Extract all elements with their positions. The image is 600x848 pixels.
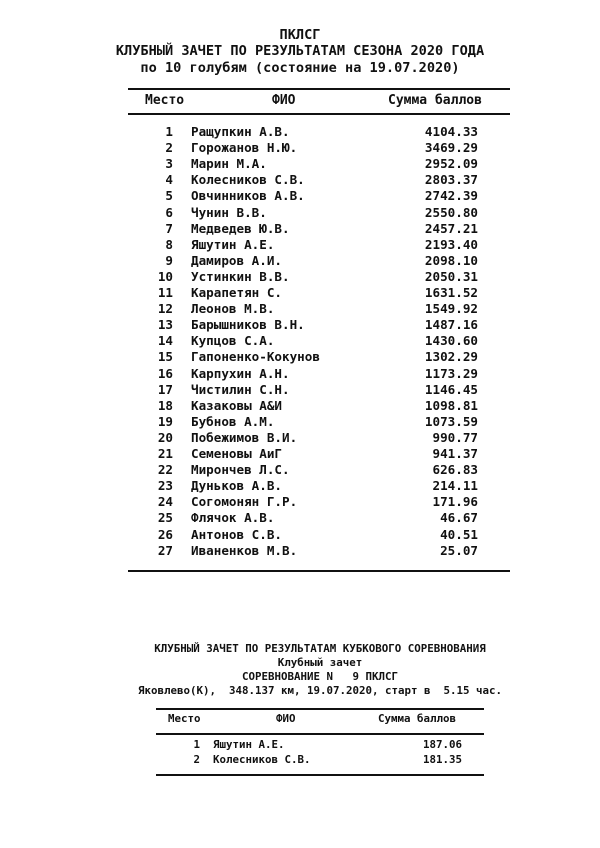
season-table-row <box>0 446 600 462</box>
season-header-score: Сумма баллов <box>388 93 482 108</box>
season-row-score: 1430.60 <box>424 333 478 349</box>
season-table-row <box>0 382 600 398</box>
season-row-score: 941.37 <box>432 446 478 461</box>
season-row-score: 40.51 <box>440 526 478 542</box>
season-row-name: Мирончев Л.С. <box>191 462 290 478</box>
season-row-score: 1173.29 <box>424 365 478 381</box>
season-table-row <box>0 285 600 301</box>
season-row-place: 3 <box>165 156 173 172</box>
season-row-place: 25 <box>157 510 173 526</box>
season-row-place: 26 <box>157 526 173 542</box>
season-row-place: 27 <box>157 542 173 558</box>
season-table-row <box>0 398 600 414</box>
season-row-place: 10 <box>157 268 173 284</box>
cup-header-name: ФИО <box>276 712 296 725</box>
season-table-row <box>0 462 600 478</box>
season-row-name: Гапоненко-Кокунов <box>191 349 320 365</box>
season-table-row <box>0 301 600 317</box>
season-row-score: 214.11 <box>432 478 478 494</box>
season-row-name: Яшутин А.Е. <box>191 236 275 252</box>
season-row-name: Казаковы А&И <box>191 397 282 413</box>
season-row-place: 8 <box>165 236 173 252</box>
season-row-place: 5 <box>165 188 173 204</box>
season-row-place: 20 <box>157 429 173 445</box>
season-table-row <box>0 156 600 172</box>
season-row-score: 2098.10 <box>424 252 478 268</box>
season-row-score: 2193.40 <box>424 236 478 252</box>
season-row-score: 2803.37 <box>424 172 478 188</box>
season-row-name: Дамиров А.И. <box>191 252 282 268</box>
season-table-row <box>0 527 600 543</box>
season-row-name: Флячок А.В. <box>191 510 275 526</box>
season-row-name: Колесников С.В. <box>191 172 305 188</box>
season-row-place: 9 <box>165 252 173 268</box>
cup-row-score: 181.35 <box>422 753 462 766</box>
season-row-score: 1073.59 <box>424 413 478 429</box>
season-table-row <box>0 317 600 333</box>
season-row-place: 7 <box>165 220 173 236</box>
season-row-place: 24 <box>157 494 173 510</box>
season-row-name: Леонов М.В. <box>191 301 275 317</box>
season-table-header-rule <box>128 113 510 115</box>
season-row-score: 171.96 <box>432 494 478 510</box>
season-row-score: 25.07 <box>440 542 478 558</box>
season-table-row <box>0 366 600 382</box>
season-table-row <box>0 188 600 204</box>
season-table-row <box>0 237 600 253</box>
season-row-place: 13 <box>157 317 173 333</box>
season-row-place: 17 <box>157 381 173 397</box>
season-row-score: 2742.39 <box>424 188 478 204</box>
season-row-score: 1146.45 <box>424 381 478 397</box>
season-row-place: 6 <box>165 204 173 220</box>
season-row-score: 990.77 <box>432 429 478 445</box>
season-row-name: Марин М.А. <box>191 156 267 172</box>
season-table-row <box>0 205 600 221</box>
cup-table-header-rule <box>156 733 484 735</box>
season-row-score: 1549.92 <box>424 301 478 317</box>
season-row-name: Устинкин В.В. <box>191 268 290 284</box>
season-row-place: 23 <box>157 478 173 494</box>
season-row-place: 16 <box>157 365 173 381</box>
season-row-name: Семеновы АиГ <box>191 446 282 461</box>
season-table-row <box>0 172 600 188</box>
season-row-name: Овчинников А.В. <box>191 188 305 204</box>
season-row-score: 626.83 <box>432 462 478 478</box>
season-row-score: 4104.33 <box>424 124 478 139</box>
season-table-row <box>0 253 600 269</box>
season-row-place: 4 <box>165 172 173 188</box>
cup-title-details: Яковлево(К), 348.137 км, 19.07.2020, старт в 5.15 час. <box>137 684 502 697</box>
season-row-place: 1 <box>165 124 173 139</box>
season-row-place: 12 <box>157 301 173 317</box>
cup-table-bottom-rule <box>156 774 484 776</box>
cup-row-score: 187.06 <box>422 738 462 751</box>
season-row-score: 2550.80 <box>424 204 478 220</box>
season-table-row <box>0 478 600 494</box>
cup-header-place: Место <box>168 712 201 725</box>
season-row-name: Купцов С.А. <box>191 333 275 349</box>
season-row-score: 1098.81 <box>424 397 478 413</box>
season-table-row <box>0 430 600 446</box>
season-row-name: Дуньков А.В. <box>191 478 282 494</box>
season-table-top-rule <box>128 88 510 90</box>
season-row-place: 2 <box>165 140 173 156</box>
season-header-place: Место <box>145 93 185 108</box>
season-header-name: ФИО <box>272 93 296 108</box>
season-row-place: 19 <box>157 413 173 429</box>
season-table-row <box>0 124 600 140</box>
season-table-row <box>0 414 600 430</box>
season-row-place: 14 <box>157 333 173 349</box>
cup-table-row <box>0 753 600 768</box>
season-row-name: Чунин В.В. <box>191 204 267 220</box>
season-row-name: Горожанов Н.Ю. <box>191 140 298 156</box>
season-table-row <box>0 221 600 237</box>
season-row-name: Медведев Ю.В. <box>191 220 290 236</box>
cup-row-place: 2 <box>193 753 200 766</box>
season-row-score: 1631.52 <box>424 285 478 300</box>
season-row-place: 15 <box>157 349 173 365</box>
season-row-score: 2457.21 <box>424 220 478 236</box>
season-row-score: 1487.16 <box>424 317 478 333</box>
season-row-name: Карпухин А.Н. <box>191 365 290 381</box>
season-row-place: 18 <box>157 397 173 413</box>
cup-title-main: КЛУБНЫЙ ЗАЧЕТ ПО РЕЗУЛЬТАТАМ КУБКОВОГО СОРЕВНОВАНИЯ <box>154 642 486 655</box>
season-row-name: Бубнов А.М. <box>191 413 275 429</box>
season-row-name: Чистилин С.Н. <box>191 381 290 397</box>
season-row-score: 46.67 <box>440 510 478 526</box>
season-row-name: Антонов С.В. <box>191 526 282 542</box>
season-table-row <box>0 333 600 349</box>
cup-title-competition: СОРЕВНОВАНИЕ N 9 ПКЛСГ <box>241 670 398 683</box>
season-row-name: Согомонян Г.Р. <box>191 494 298 510</box>
cup-row-name: Яшутин А.Е. <box>213 738 285 751</box>
season-row-score: 2952.09 <box>424 156 478 172</box>
season-table-row <box>0 140 600 156</box>
season-table-bottom-rule <box>128 570 510 572</box>
season-row-score: 3469.29 <box>424 140 478 156</box>
season-row-name: Барышников В.Н. <box>191 317 305 333</box>
cup-row-place: 1 <box>193 738 200 751</box>
season-row-name: Иваненков М.В. <box>191 542 298 558</box>
season-table-row <box>0 349 600 365</box>
season-row-place: 21 <box>157 446 173 461</box>
season-table-row <box>0 494 600 510</box>
season-row-score: 1302.29 <box>424 349 478 365</box>
cup-title-sub: Клубный зачет <box>277 656 363 669</box>
season-row-place: 11 <box>157 285 173 300</box>
cup-table-top-rule <box>156 708 484 710</box>
cup-row-name: Колесников С.В. <box>213 753 311 766</box>
season-table-row <box>0 269 600 285</box>
season-row-name: Карапетян С. <box>191 285 282 300</box>
season-row-score: 2050.31 <box>424 268 478 284</box>
season-row-place: 22 <box>157 462 173 478</box>
cup-table-row <box>0 738 600 753</box>
season-title-main: КЛУБНЫЙ ЗАЧЕТ ПО РЕЗУЛЬТАТАМ СЕЗОНА 2020 ГОДА <box>115 43 485 59</box>
season-row-name: Побежимов В.И. <box>191 429 298 445</box>
season-table-row <box>0 543 600 559</box>
season-title-org: ПКЛСГ <box>279 27 321 43</box>
season-row-name: Ращупкин А.В. <box>191 124 290 139</box>
cup-header-score: Сумма баллов <box>378 712 457 725</box>
season-table-row <box>0 510 600 526</box>
season-title-sub: по 10 голубям (состояние на 19.07.2020) <box>140 60 460 76</box>
